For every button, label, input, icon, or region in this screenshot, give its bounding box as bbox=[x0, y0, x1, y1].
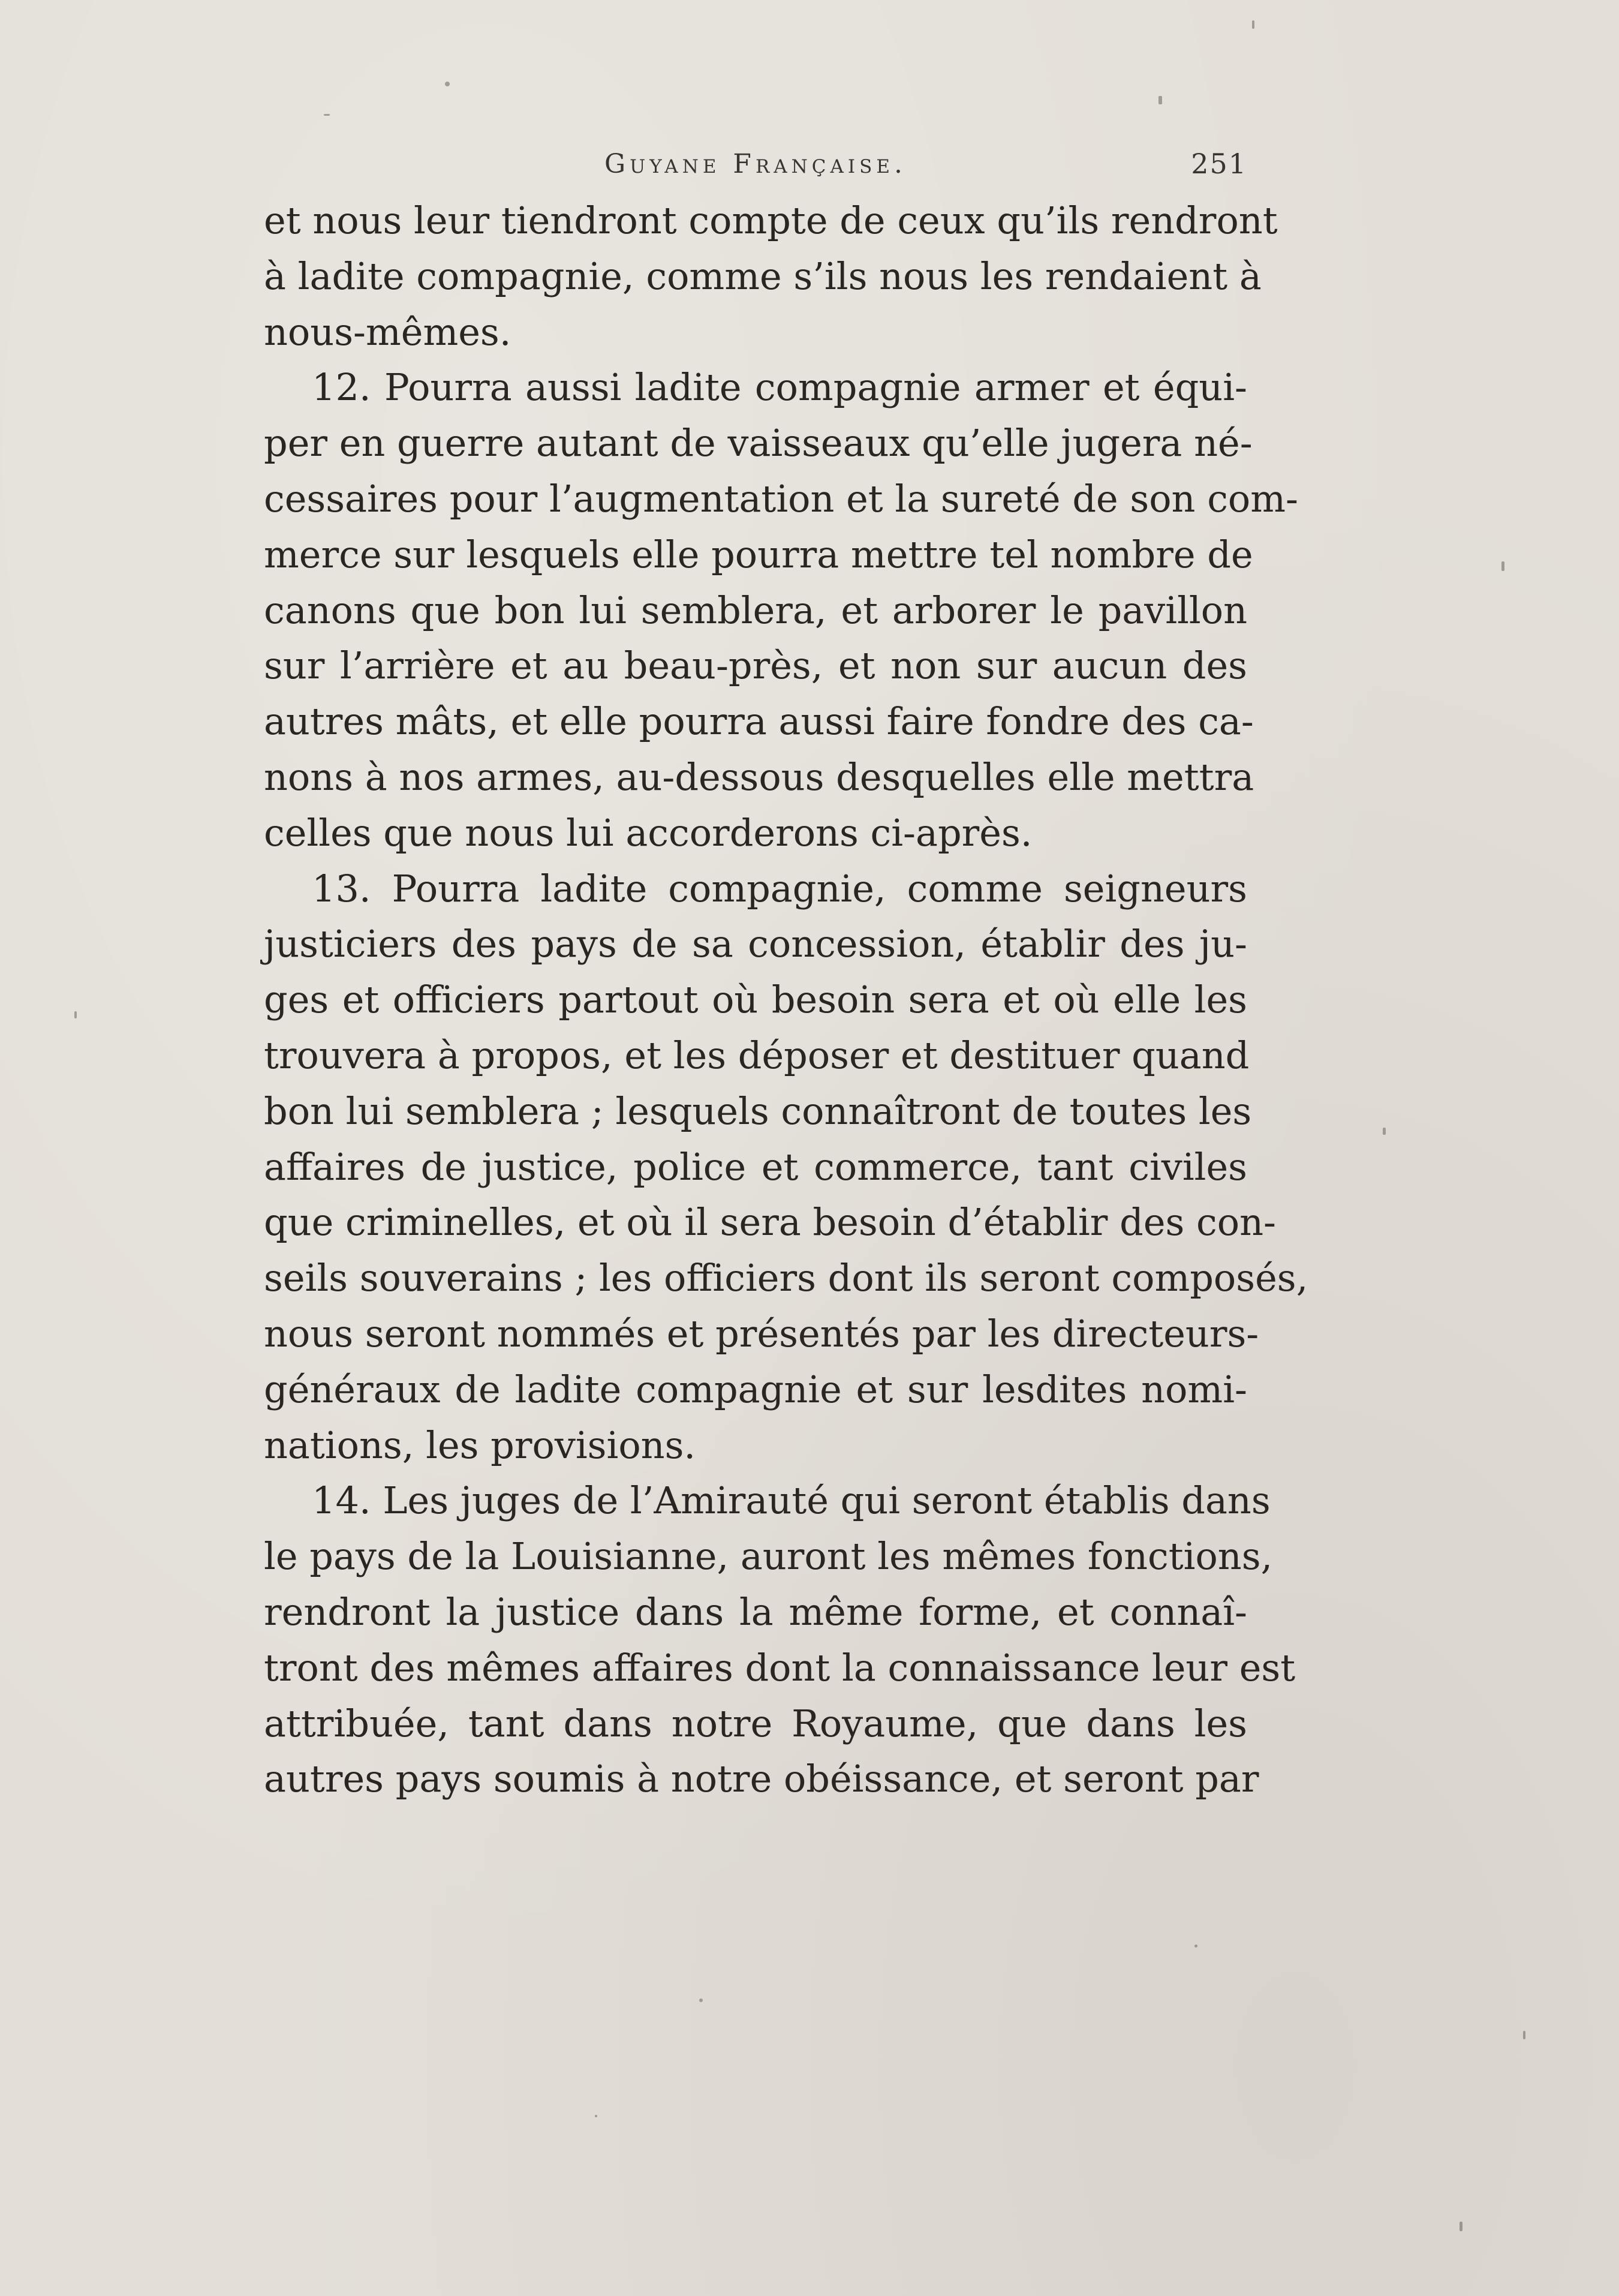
text-line: autres pays soumis à notre obéissance, et seront par bbox=[264, 1757, 1259, 1801]
text-line: à ladite compagnie, comme s’ils nous les rendaient à bbox=[264, 254, 1262, 298]
running-title: Guyane Française. bbox=[604, 149, 907, 179]
text-line: autres mâts, et elle pourra aussi faire fondre des ca- bbox=[264, 699, 1254, 744]
text-line bbox=[264, 861, 1247, 917]
paper-speck bbox=[1523, 2031, 1525, 2039]
paper-speck bbox=[1501, 561, 1504, 571]
text-line: le pays de la Louisianne, auront les mêmes fonctions, bbox=[264, 1534, 1273, 1579]
text-line: per en guerre autant de vaisseaux qu’elle jugera né- bbox=[264, 421, 1253, 465]
text-line: bon lui semblera ; lesquels connaîtront de toutes les bbox=[264, 1089, 1252, 1133]
paper-speck bbox=[74, 1011, 77, 1018]
paper-speck bbox=[1383, 1128, 1386, 1135]
text-line-content: Les juges de l’Amirauté qui seront établis dans bbox=[383, 1478, 1271, 1523]
text-line: justiciers des pays de sa concession, établir des ju- bbox=[264, 922, 1247, 966]
text-line: ges et officiers partout où besoin sera et où elle les bbox=[264, 978, 1247, 1022]
text-line-content: Pourra ladite compagnie, comme seigneurs bbox=[392, 866, 1247, 910]
text-line: tront des mêmes affaires dont la connaissance leur est bbox=[264, 1645, 1296, 1690]
text-line: rendront la justice dans la même forme, et connaî- bbox=[264, 1589, 1247, 1634]
text-line: merce sur lesquels elle pourra mettre tel nombre de bbox=[264, 532, 1253, 576]
paper-speck bbox=[699, 1999, 703, 2002]
text-line: sur l’arrière et au beau-près, et non sur aucun des bbox=[264, 644, 1247, 688]
text-line: et nous leur tiendront compte de ceux qu’ils rendront bbox=[264, 199, 1278, 242]
paper-speck bbox=[324, 114, 330, 116]
article-12 bbox=[264, 360, 1298, 861]
article-number: 12. bbox=[312, 365, 371, 410]
text-line-content: Pourra aussi ladite compagnie armer et équi- bbox=[384, 365, 1247, 410]
article-number: 13. bbox=[312, 866, 371, 910]
text-line: généraux de ladite compagnie et sur lesdites nomi- bbox=[264, 1367, 1247, 1411]
text-line: celles que nous lui accorderons ci-après. bbox=[264, 810, 1033, 855]
running-head bbox=[264, 144, 1247, 192]
text-line: canons que bon lui semblera, et arborer le pavillon bbox=[264, 588, 1247, 632]
body-text bbox=[264, 193, 1308, 1807]
article-number: 14. bbox=[312, 1478, 371, 1523]
text-line: nous-mêmes. bbox=[264, 309, 511, 354]
paragraph-continuation bbox=[264, 193, 1278, 360]
text-line: nations, les provisions. bbox=[264, 1423, 696, 1467]
paper-speck bbox=[1459, 2222, 1462, 2231]
article-13 bbox=[264, 861, 1308, 1474]
text-line: affaires de justice, police et commerce, tant civiles bbox=[264, 1144, 1247, 1189]
text-line: attribuée, tant dans notre Royaume, que dans les bbox=[264, 1701, 1247, 1745]
paper-speck bbox=[1194, 1945, 1197, 1948]
page-number: 251 bbox=[1191, 148, 1247, 180]
text-line bbox=[264, 1473, 1271, 1529]
article-14 bbox=[264, 1473, 1296, 1807]
text-line: que criminelles, et où il sera besoin d’établir des con- bbox=[264, 1200, 1276, 1245]
text-line: nons à nos armes, au-dessous desquelles elle mettra bbox=[264, 755, 1254, 799]
paper-speck bbox=[1252, 20, 1254, 29]
paper-speck bbox=[595, 2115, 597, 2117]
text-line bbox=[264, 360, 1247, 416]
text-line: seils souverains ; les officiers dont ils seront composés, bbox=[264, 1256, 1308, 1300]
paper-speck bbox=[1158, 96, 1162, 104]
paper-speck bbox=[445, 82, 450, 86]
text-line: nous seront nommés et présentés par les directeurs- bbox=[264, 1311, 1259, 1356]
text-line: trouvera à propos, et les déposer et destituer quand bbox=[264, 1033, 1250, 1077]
text-line: cessaires pour l’augmentation et la sureté de son com- bbox=[264, 476, 1298, 521]
